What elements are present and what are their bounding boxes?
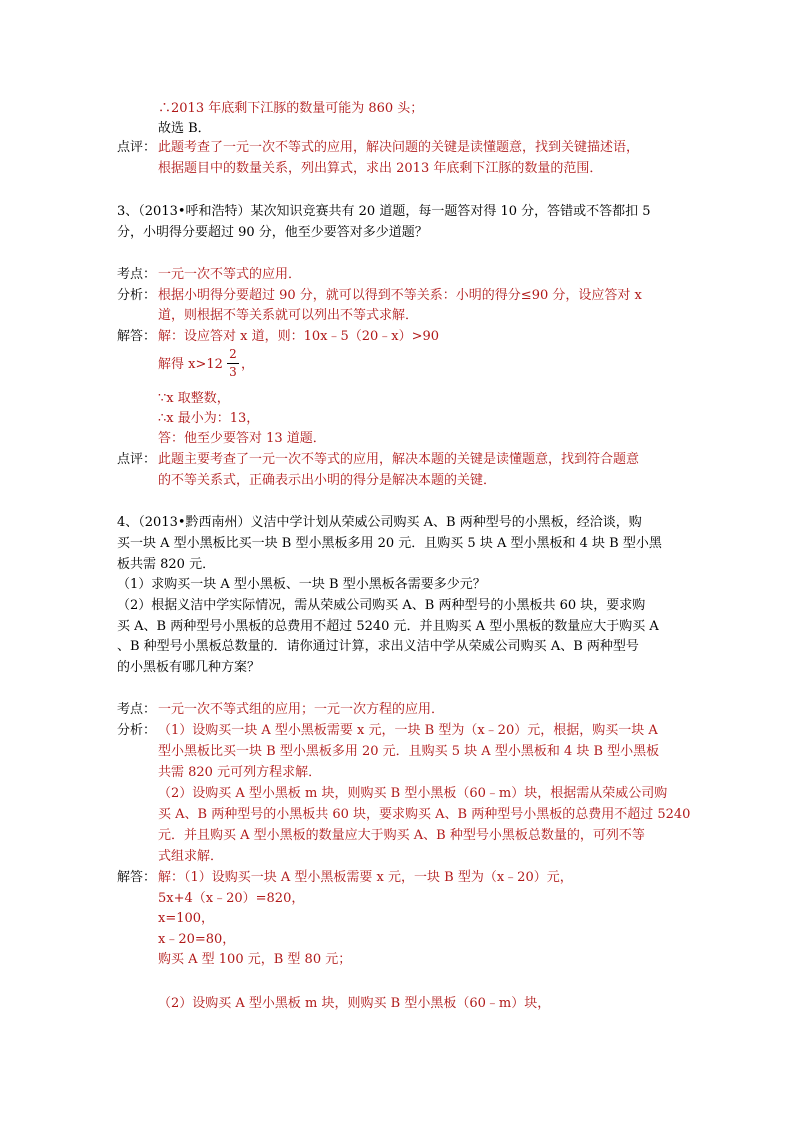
q4-fenxi-2: 型小黑板比买一块 B 型小黑板多用 20 元．且购买 5 块 A 型小黑板和 4 块 B 型小黑板: [158, 744, 660, 759]
top-line-2: 故选 B．: [158, 121, 211, 136]
q3-kaodian-label: 考点：: [117, 267, 157, 282]
q4-stem-7: 、B 种型号小黑板总数量的．请你通过计算，求出义洁中学从荣威公司购买 A、B 两种型号: [117, 639, 639, 654]
q4-fenxi-label: 分析：: [117, 723, 157, 738]
q3-dianping-1: 此题主要考查了一元一次不等式的应用，解决本题的关键是读懂题意，找到符合题意: [158, 452, 640, 467]
top-line-1: ∴2013 年底剩下江豚的数量可能为 860 头；: [158, 101, 424, 116]
q3-fenxi-label: 分析：: [117, 288, 157, 303]
q4-fenxi-6: 元．并且购买 A 型小黑板的数量应大于购买 A、B 种型号小黑板总数量的，可列不等: [158, 828, 645, 843]
q4-jieda-label: 解答：: [117, 870, 157, 885]
q3-jieda-4: ∴x 最小为：13，: [158, 411, 260, 426]
q4-fenxi-3: 共需 820 元可列方程求解．: [158, 765, 322, 780]
q3-dianping-2: 的不等关系式，正确表示出小明的得分是解决本题的关键．: [158, 473, 497, 488]
q4-stem-6: 买 A、B 两种型号小黑板的总费用不超过 5240 元．并且购买 A 型小黑板的数量应大于购买 A: [117, 619, 659, 634]
q4-stem-8: 的小黑板有哪几种方案？: [117, 660, 261, 675]
q4-jieda-3: x=100，: [158, 911, 215, 926]
fraction-bar: [227, 363, 239, 364]
q4-fenxi-4: （2）设购买 A 型小黑板 m 块，则购买 B 型小黑板（60﹣m）块，根据需从荣威公司购: [158, 786, 668, 801]
q3-fenxi-2: 道，则根据不等关系就可以列出不等式求解．: [158, 308, 419, 323]
q3-jieda-1: 解：设应答对 x 道，则：10x﹣5（20﹣x）>90: [158, 329, 440, 344]
q4-fenxi-1: （1）设购买一块 A 型小黑板需要 x 元，一块 B 型为（x﹣20）元，根据，购买一块 A: [158, 723, 658, 738]
q4-jieda-1: 解：（1）设购买一块 A 型小黑板需要 x 元，一块 B 型为（x﹣20）元，: [158, 870, 573, 885]
q3-kaodian: 一元一次不等式的应用．: [158, 267, 302, 282]
fraction-denominator: 3: [229, 365, 237, 379]
q3-jieda-5: 答：他至少要答对 13 道题．: [158, 431, 326, 446]
q4-stem-1: 4、（2013•黔西南州）义洁中学计划从荣威公司购买 A、B 两种型号的小黑板，经洽谈，购: [117, 515, 642, 530]
q4-jieda-4: x﹣20=80，: [158, 932, 236, 947]
top-comment-2: 根据题目中的数量关系，列出算式，求出 2013 年底剩下江豚的数量的范围．: [158, 161, 603, 176]
q3-jieda-3: ∵x 取整数，: [158, 391, 230, 406]
q3-jieda-2-prefix: 解得 x>12: [158, 357, 223, 372]
top-comment-label: 点评：: [117, 140, 157, 155]
q4-stem-4: （1）求购买一块 A 型小黑板、一块 B 型小黑板各需要多少元？: [117, 577, 486, 592]
q4-kaodian: 一元一次不等式组的应用；一元一次方程的应用．: [158, 702, 445, 717]
q4-fenxi-7: 式组求解．: [158, 849, 224, 864]
fraction-numerator: 2: [229, 347, 237, 361]
q3-stem-2: 分，小明得分要超过 90 分，他至少要答对多少道题？: [117, 225, 428, 240]
q3-jieda-label: 解答：: [117, 329, 157, 344]
q4-jieda-2: 5x+4（x﹣20）=820，: [158, 891, 305, 906]
q4-stem-2: 买一块 A 型小黑板比买一块 B 型小黑板多用 20 元．且购买 5 块 A 型小黑板和 4 块 B 型小黑: [117, 536, 662, 551]
top-comment-1: 此题考查了一元一次不等式的应用，解决问题的关键是读懂题意，找到关键描述语，: [158, 140, 640, 155]
q4-stem-5: （2）根据义洁中学实际情况，需从荣威公司购买 A、B 两种型号的小黑板共 60 块，要求购: [117, 598, 646, 613]
q4-fenxi-5: 买 A、B 两种型号的小黑板共 60 块，要求购买 A、B 两种型号小黑板的总费用不超过 5240: [158, 807, 691, 822]
q3-dianping-label: 点评：: [117, 452, 157, 467]
q4-jieda-5: 购买 A 型 100 元，B 型 80 元；: [158, 952, 352, 967]
q4-stem-3: 板共需 820 元．: [117, 557, 216, 572]
q4-kaodian-label: 考点：: [117, 702, 157, 717]
q3-jieda-2-suffix: ，: [241, 357, 255, 372]
q4-jieda-6: （2）设购买 A 型小黑板 m 块，则购买 B 型小黑板（60﹣m）块，: [158, 996, 551, 1011]
q3-fenxi-1: 根据小明得分要超过 90 分，就可以得到不等关系：小明的得分≤90 分，设应答对 x: [158, 288, 642, 303]
q3-stem-1: 3、（2013•呼和浩特）某次知识竞赛共有 20 道题，每一题答对得 10 分，答错或不答都扣 5: [117, 204, 651, 219]
